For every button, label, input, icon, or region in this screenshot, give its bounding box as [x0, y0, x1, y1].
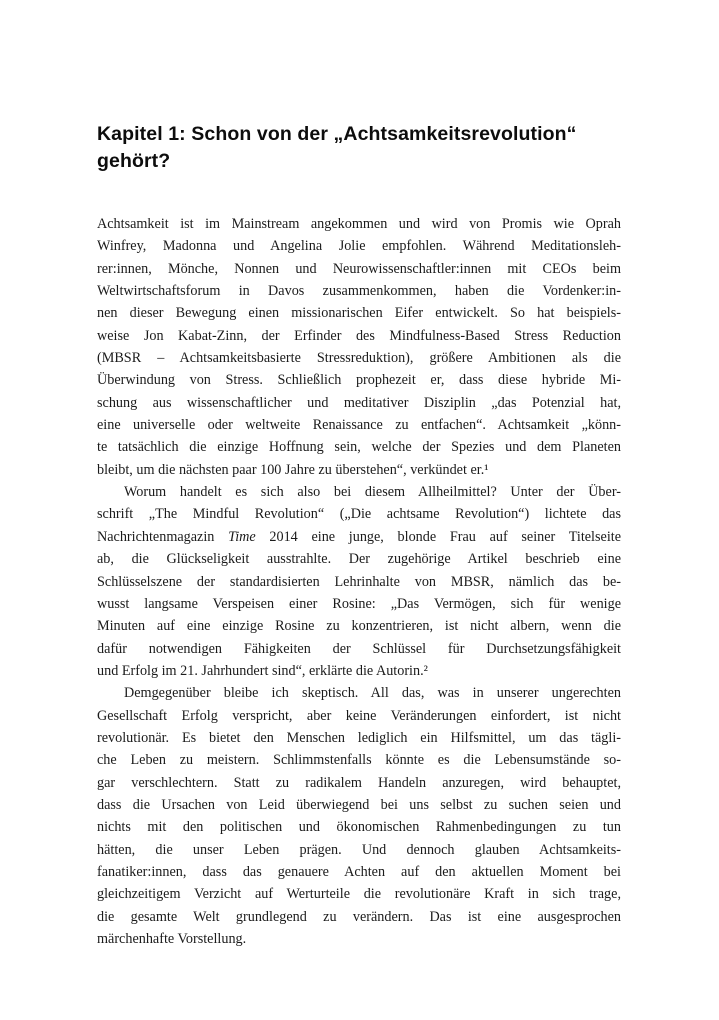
text-line: Nachrichtenmagazin Time 2014 eine junge, blonde Frau auf seiner Titelseite	[97, 528, 621, 545]
text-line: nen dieser Bewegung einen missionarischen Eifer entwickelt. So hat beispiels-	[97, 305, 621, 322]
text-line: Worum handelt es sich also bei diesem Allheilmittel? Unter der Über-	[124, 484, 621, 501]
text-line: weise Jon Kabat-Zinn, der Erfinder des Mindfulness-Based Stress Reduction	[97, 327, 621, 344]
text-line: Gesellschaft Erfolg verspricht, aber keine Veränderungen einfordert, ist nicht	[97, 707, 621, 724]
text-line: che Leben zu meistern. Schlimmstenfalls könnte es die Lebensumstände so-	[97, 752, 621, 769]
chapter-heading-line-1: Kapitel 1: Schon von der „Achtsamkeitsrevolution“	[97, 123, 577, 145]
text-line: dass die Ursachen von Leid überwiegend bei uns selbst zu suchen seien und	[97, 796, 621, 813]
text-line: dafür notwendigen Fähigkeiten der Schlüssel für Durchsetzungsfähigkeit	[97, 640, 621, 657]
text-line: schung aus wissenschaftlicher und meditativer Disziplin „das Potenzial hat,	[97, 394, 621, 411]
chapter-heading-line-2: gehört?	[97, 150, 171, 172]
paragraph	[97, 481, 621, 682]
text-line: Weltwirtschaftsforum in Davos zusammenkommen, haben die Vordenker:in-	[97, 283, 621, 300]
italic-text: Time	[228, 528, 256, 545]
text-line: die gesamte Welt grundlegend zu verändern. Das ist eine ausgesprochen	[97, 908, 621, 925]
text-line: bleibt, um die nächsten paar 100 Jahre zu überstehen“, verkündet er.¹	[97, 461, 489, 478]
text-line: nichts mit den politischen und ökonomischen Rahmenbedingungen zu tun	[97, 819, 621, 836]
text-line: eine universelle oder weltweite Renaissance zu entfachen“. Achtsamkeit „könn-	[97, 417, 621, 434]
text-line: (MBSR – Achtsamkeitsbasierte Stressreduktion), größere Ambitionen als die	[97, 350, 621, 367]
chapter-heading	[97, 121, 621, 175]
text-line: revolutionär. Es bietet den Menschen lediglich ein Hilfsmittel, um das tägli-	[97, 729, 621, 746]
text-line: und Erfolg im 21. Jahrhundert sind“, erklärte die Autorin.²	[97, 662, 428, 679]
text-line: Demgegenüber bleibe ich skeptisch. All das, was in unserer ungerechten	[124, 685, 621, 702]
text-line: wusst langsame Verspeisen einer Rosine: „Das Vermögen, sich für wenige	[97, 595, 621, 612]
text-line: te tatsächlich die einzige Hoffnung sein, welche der Spezies und dem Planeten	[97, 439, 621, 456]
text-line: Minuten auf eine einzige Rosine zu konzentrieren, ist nicht albern, wenn die	[97, 618, 621, 635]
text-line: gleichzeitigem Verzicht auf Werturteile die revolutionäre Kraft in sich trage,	[97, 886, 621, 903]
text-line: Winfrey, Madonna und Angelina Jolie empfohlen. Während Meditationsleh-	[97, 238, 621, 255]
text-line: märchenhafte Vorstellung.	[97, 931, 247, 947]
text-line: Schlüsselszene der standardisierten Lehrinhalte von MBSR, nämlich das be-	[97, 573, 621, 590]
text-line: Achtsamkeit ist im Mainstream angekommen und wird von Promis wie Oprah	[97, 216, 621, 232]
text-line: schrift „The Mindful Revolution“ („Die achtsame Revolution“) lichtete das	[97, 506, 621, 523]
text-line: gar verschlechtern. Statt zu radikalem Handeln anzuregen, wird behauptet,	[97, 774, 621, 791]
text-line: rer:innen, Mönche, Nonnen und Neurowissenschaftler:innen mit CEOs beim	[97, 260, 621, 277]
text-line: hätten, die unser Leben prägen. Und dennoch glauben Achtsamkeits-	[97, 841, 621, 858]
text-line: ab, die Glückseligkeit ausstrahlte. Der zugehörige Artikel beschrieb eine	[97, 551, 621, 568]
paragraph	[97, 213, 621, 481]
text-line: Überwindung von Stress. Schließlich prophezeit er, dass diese hybride Mi-	[97, 372, 621, 389]
body-text	[97, 213, 621, 950]
text-line: fanatiker:innen, dass das genauere Achten auf den aktuellen Moment bei	[97, 863, 621, 880]
paragraph	[97, 682, 621, 950]
